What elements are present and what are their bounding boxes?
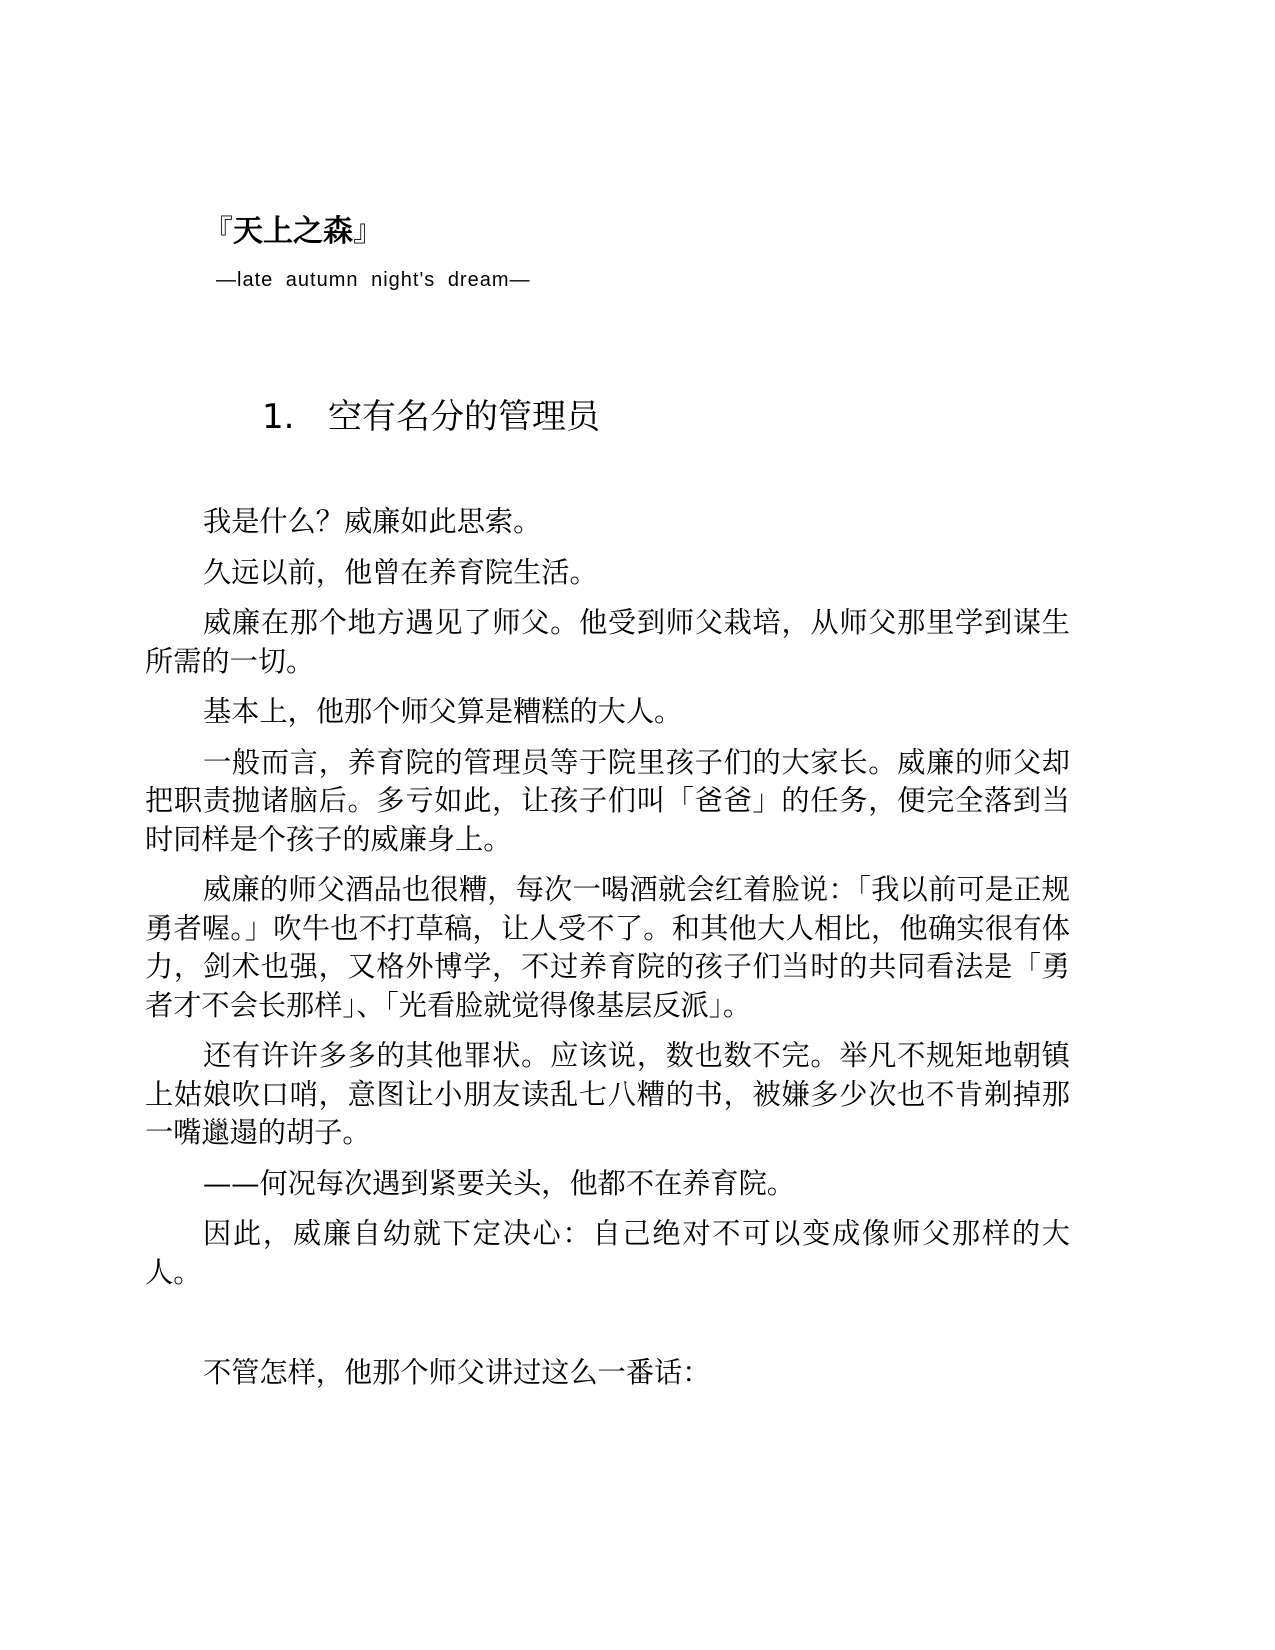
paragraph: ——何况每次遇到紧要关头，他都不在养育院。	[203, 1166, 795, 1200]
book-subtitle: —late autumn night's dream—	[216, 269, 531, 291]
paragraph: 因此，威廉自幼就下定决心：自己绝对不可以变成像师父那样的大人。	[145, 1217, 1070, 1289]
paragraph: 还有许许多多的其他罪状。应该说，数也数不完。举凡不规矩地朝镇上姑娘吹口哨，意图让小朋友读乱七八糟的书，被嫌多少次也不肯剃掉那一嘴邋遢的胡子。	[145, 1039, 1070, 1149]
title-close-bracket: 』	[353, 214, 383, 249]
book-title	[203, 212, 383, 252]
title-open-bracket: 『	[203, 214, 233, 249]
paragraph: 不管怎样，他那个师父讲过这么一番话：	[203, 1356, 711, 1389]
paragraph: 威廉在那个地方遇见了师父。他受到师父栽培，从师父那里学到谋生所需的一切。	[145, 606, 1070, 678]
chapter-heading	[262, 392, 600, 442]
paragraph: 威廉的师父酒品也很糟，每次一喝酒就会红着脸说：「我以前可是正规勇者喔。」吹牛也不打草稿，让人受不了。和其他大人相比，他确实很有体力，剑术也强，又格外博学，不过养育院的孩子们当时的共同看法是「勇者才不会长那样」、「光看脸就觉得像基层反派」。	[145, 873, 1070, 1022]
chapter-title: 空有名分的管理员	[328, 397, 600, 437]
chapter-body	[145, 503, 1070, 1405]
paragraph: 一般而言，养育院的管理员等于院里孩子们的大家长。威廉的师父却把职责抛诸脑后。多亏如此，让孩子们叫「爸爸」的任务，便完全落到当时同样是个孩子的威廉身上。	[145, 745, 1070, 856]
paragraph: 基本上，他那个师父算是糟糕的大人。	[203, 695, 683, 728]
paragraph: 久远以前，他曾在养育院生活。	[203, 555, 598, 589]
title-text: 天上之森	[233, 214, 353, 249]
chapter-number: 1.	[262, 397, 295, 437]
paragraph: 我是什么？威廉如此思索。	[203, 505, 542, 538]
